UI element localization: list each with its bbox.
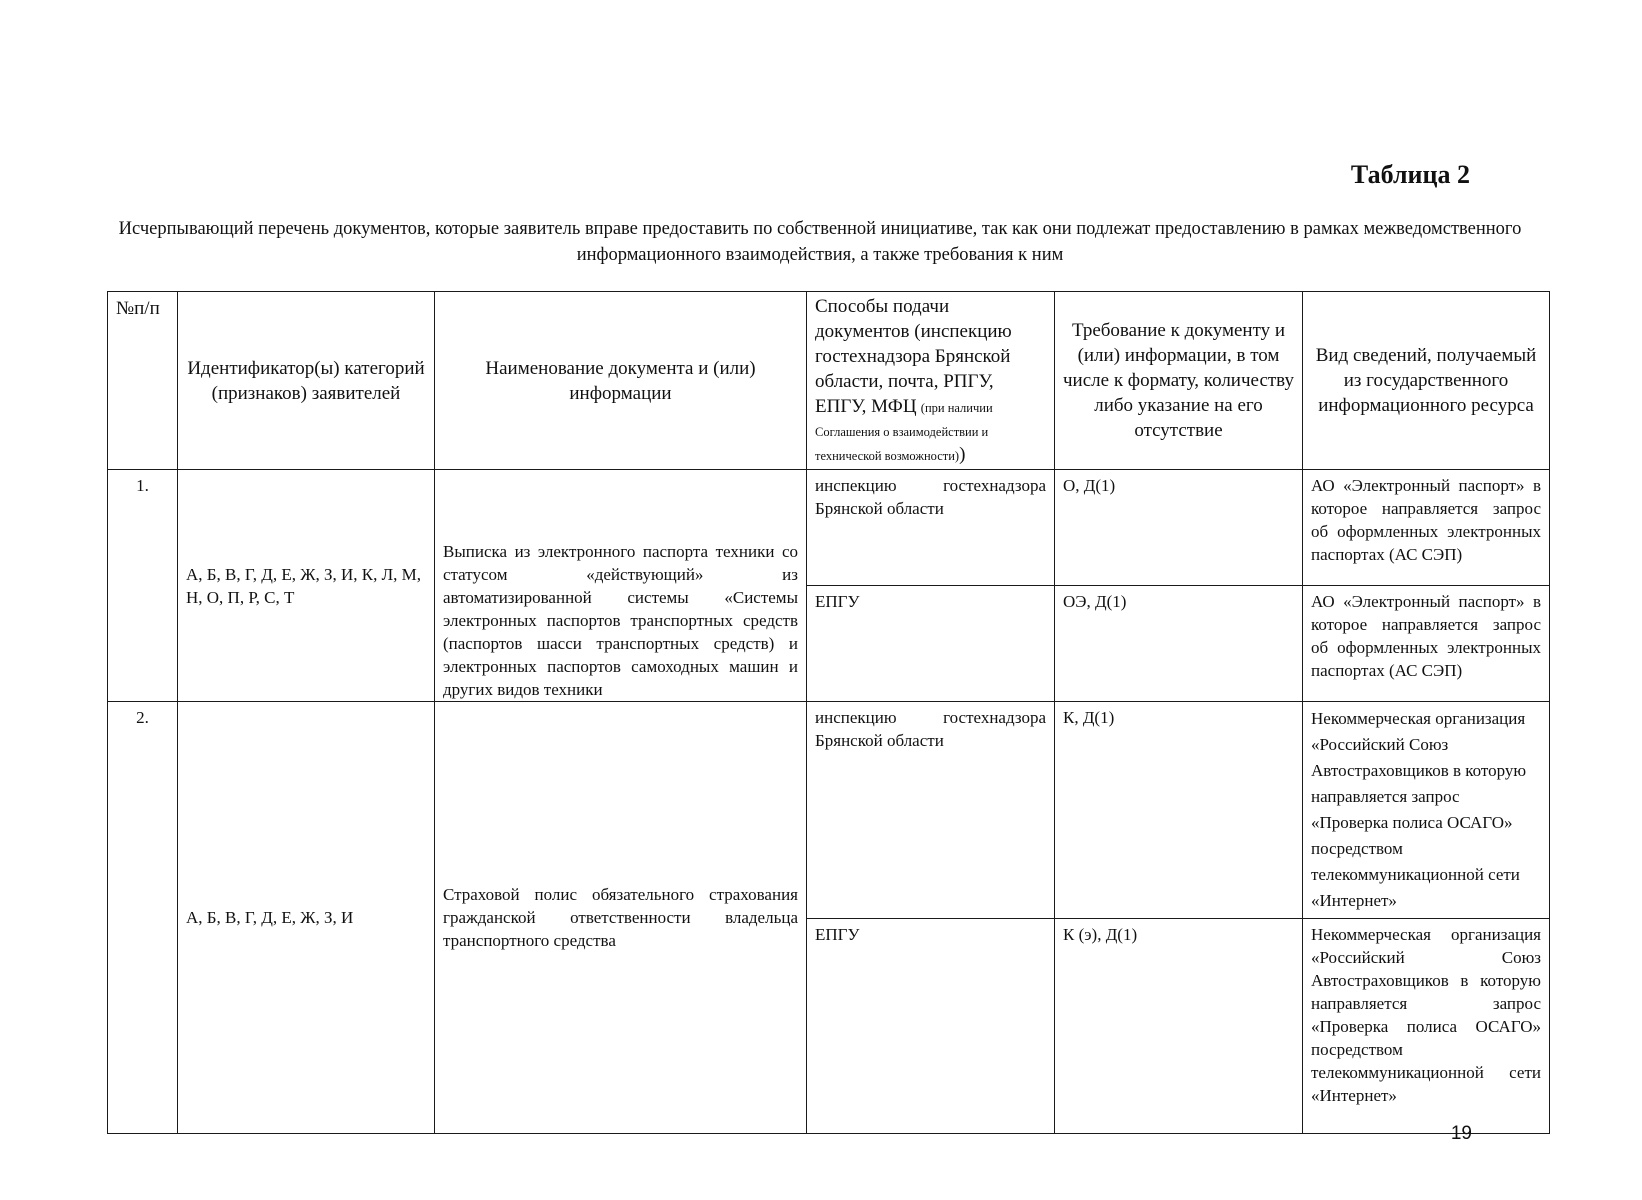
row-requirement: К, Д(1) [1055, 702, 1303, 919]
header-info-type: Вид сведений, получаемый из государственного информационного ресурса [1303, 292, 1550, 470]
row-applicant-ids: А, Б, В, Г, Д, Е, Ж, З, И, К, Л, М, Н, О, П, Р, С, Т [178, 470, 435, 702]
header-ways-close: ) [959, 444, 966, 465]
header-applicant-ids: Идентификатор(ы) категорий (признаков) заявителей [178, 292, 435, 470]
table-row [108, 702, 1550, 919]
header-submission-ways [807, 292, 1055, 470]
row-submission-way: ЕПГУ [807, 919, 1055, 1134]
table-row [108, 470, 1550, 586]
header-ways-main: Способы подачи документов (инспекцию гостехнадзора Брянской области, почта, РПГУ, ЕПГУ, МФЦ [815, 296, 1012, 417]
header-num: №п/п [108, 292, 178, 470]
header-requirements: Требование к документу и (или) информации, в том числе к формату, количеству либо указание на его отсутствие [1055, 292, 1303, 470]
header-document-name: Наименование документа и (или) информации [435, 292, 807, 470]
row-requirement: К (э), Д(1) [1055, 919, 1303, 1134]
row-document-name: Страховой полис обязательного страхования гражданской ответственности владельца транспортного средства [435, 702, 807, 1134]
row-info-source: Некоммерческая организация «Российский Союз Автостраховщиков в которую направляется запрос «Проверка полиса ОСАГО» посредством телекоммуникационной сети «Интернет» [1303, 702, 1550, 919]
row-num: 1. [108, 470, 178, 702]
row-info-source: Некоммерческая организация «Российский Союз Автостраховщиков в которую направляется запрос «Проверка полиса ОСАГО» посредством телекоммуникационной сети «Интернет» [1303, 919, 1550, 1134]
table-header-row [108, 292, 1550, 470]
row-applicant-ids: А, Б, В, Г, Д, Е, Ж, З, И [178, 702, 435, 1134]
page-number: 19 [1450, 1123, 1472, 1144]
row-submission-way: ЕПГУ [807, 586, 1055, 702]
documents-table [107, 291, 1550, 1134]
row-num: 2. [108, 702, 178, 1134]
row-requirement: О, Д(1) [1055, 470, 1303, 586]
table-caption: Исчерпывающий перечень документов, которые заявитель вправе предоставить по собственной инициативе, так как они подлежат предоставлению в рамках межведомственного информационного взаимодействия, а также требования к ним [118, 219, 1522, 265]
row-info-source: АО «Электронный паспорт» в которое направляется запрос об оформленных электронных паспортах (АС СЭП) [1303, 586, 1550, 702]
row-document-name: Выписка из электронного паспорта техники со статусом «действующий» из автоматизированной системы «Системы электронных паспортов транспортных средств (паспортов шасси транспортных средств) и электронных паспортов самоходных машин и других видов техники [435, 470, 807, 702]
row-submission-way: инспекцию гостехнадзора Брянской области [807, 470, 1055, 586]
row-info-source: АО «Электронный паспорт» в которое направляется запрос об оформленных электронных паспортах (АС СЭП) [1303, 470, 1550, 586]
table-label: Таблица 2 [1350, 160, 1470, 189]
header-ways-note: (при наличии Соглашения о взаимодействии и технической возможности) [815, 401, 993, 463]
row-submission-way: инспекцию гостехнадзора Брянской области [807, 702, 1055, 919]
row-requirement: ОЭ, Д(1) [1055, 586, 1303, 702]
